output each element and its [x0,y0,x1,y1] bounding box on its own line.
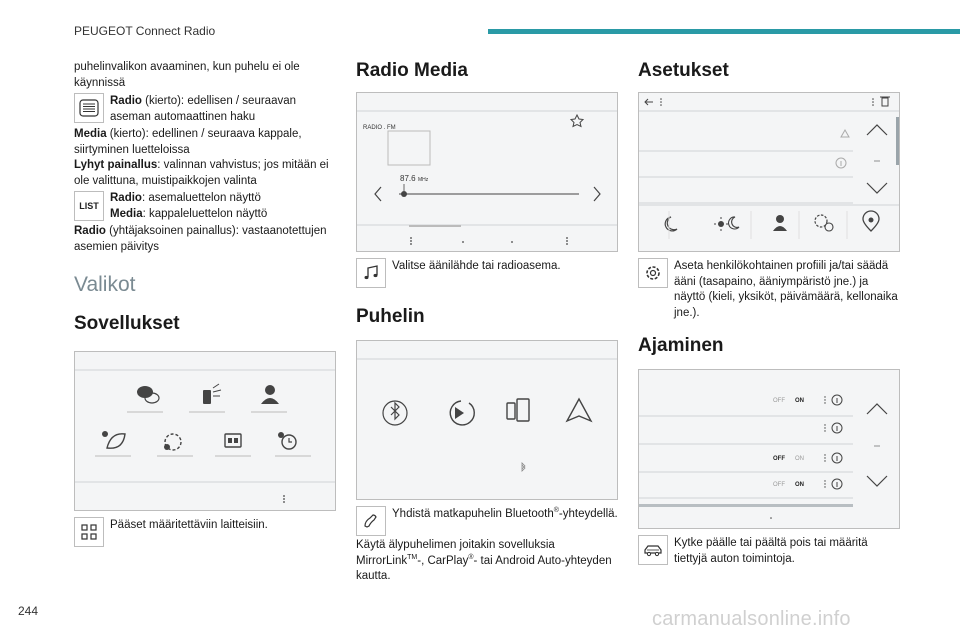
frequency-value: 87.6 [400,174,416,183]
scrollbar[interactable] [896,117,899,165]
list-button-icon: LIST [74,191,104,221]
sovellukset-desc: Pääset määritettäviin laitteisiin. [110,519,268,531]
radio-desc: Valitse äänilähde tai radioasema. [392,260,561,272]
back-arrow-icon[interactable] [645,98,662,106]
driving-page-indicator [874,445,879,446]
settings-app-icon[interactable] [157,434,193,456]
column-left [74,60,338,549]
list-radio-text: : asemaluettelon näyttö [141,192,261,204]
svg-text:ON: ON [795,456,804,462]
radio-label: Radio [110,95,142,107]
settings-gear-icon [638,258,668,288]
puhelin-heading: Puhelin [356,306,425,327]
svg-text:OFF: OFF [773,482,785,488]
sovellukset-screen [74,351,336,511]
card-app-icon[interactable] [215,434,251,456]
watermark: carmanualsonline.info [652,608,851,630]
puhelin-desc-bluetooth: Yhdistä matkapuhelin Bluetooth [392,508,554,520]
ajaminen-screen [638,369,900,529]
trash-icon[interactable] [872,97,890,106]
column-right [638,60,902,569]
favorite-star-icon[interactable] [571,115,583,127]
radio-media-heading: Radio Media [356,60,468,81]
column-middle [356,60,620,585]
ajaminen-desc-row [638,535,902,567]
warning-icon [841,130,849,137]
music-note-icon [356,258,386,288]
profile-app-icon[interactable] [251,385,287,412]
long-press-label: Radio [74,225,106,237]
prev-station-icon[interactable] [375,187,381,201]
radio-rotary-text: (kierto): edellisen / seuraavan aseman automaattinen haku [110,95,297,123]
driving-scroll-up-icon[interactable] [867,404,887,414]
night-mode-icon[interactable] [665,217,677,231]
frequency-unit: MHz [418,177,429,183]
toggle-row-4[interactable] [773,479,842,489]
play-icon[interactable] [450,401,474,425]
intro-text: puhelinvalikon avaaminen, kun puhelu ei ole käynnissä [74,61,300,89]
puhelin-desc-bluetooth-end: -yhteydellä. [558,508,618,520]
phone-handset-icon [356,506,386,536]
list-media-text: : kappaleluettelon näyttö [142,207,268,220]
user-profile-icon[interactable] [773,215,787,231]
eco-app-icon[interactable] [95,431,131,456]
puhelin-desc-carplay: -, CarPlay [417,554,469,567]
asetukset-screen [638,92,900,252]
puhelin-screen [356,340,618,500]
driving-scroll-down-icon[interactable] [867,476,887,486]
more-options-icon[interactable] [283,495,285,503]
toggle-row-1[interactable] [773,395,842,405]
scroll-up-icon[interactable] [867,125,887,135]
puhelin-desc-apps: Käytä älypuhelimen joitakin sovelluksia MirrorLink [356,539,555,567]
svg-text:OFF: OFF [773,398,785,404]
asetukset-heading: Asetukset [638,60,729,81]
asetukset-desc: Aseta henkilökohtainen profiili ja/tai säädä ääni (tasapaino, ääniympäristö jne.) ja näyttö (kieli, yksiköt, päivämäärä, kellonaika jne.). [674,260,898,319]
short-press-text: : valinnan vahvistus; jos mitään ei ole valittuna, muistipaikkojen valinta [74,159,329,187]
media-rotary-text: (kierto): edellinen / seuraava kappale, siirtyminen luetteloissa [74,128,302,156]
sovellukset-desc-row [74,517,338,547]
trademark-mark: TM [407,553,418,561]
rotary-knob-row [74,93,338,125]
frequency-slider[interactable] [399,184,579,197]
svg-text:ON: ON [795,398,804,404]
brightness-icon[interactable] [714,217,739,231]
rotary-knob-icon [74,93,104,123]
registered-mark-2: ® [468,553,474,561]
puhelin-desc-android: - tai Android Auto-yhteyden kautta. [356,554,612,582]
radio-bottom-menu[interactable] [410,237,568,245]
car-icon [638,535,668,565]
svg-text:ON: ON [795,482,804,488]
puhelin-desc-row [356,506,620,536]
bluetooth-status-icon [522,463,525,471]
list-radio-label: Radio [110,192,142,204]
toggle-row-2[interactable] [824,423,842,433]
radio-desc-row [356,258,620,288]
bluetooth-icon[interactable] [383,401,407,425]
ajaminen-heading: Ajaminen [638,335,724,356]
scroll-down-icon[interactable] [867,183,887,193]
location-icon[interactable] [863,211,879,231]
page-indicator [874,160,879,161]
connected-app-icon[interactable] [189,384,225,412]
apps-grid-icon [74,517,104,547]
messages-app-icon[interactable] [127,386,163,412]
station-artwork [388,131,430,165]
list-media-label: Media [110,207,143,220]
svg-text:OFF: OFF [773,456,785,462]
asetukset-desc-row [638,258,902,321]
system-settings-icon[interactable] [815,215,833,231]
ajaminen-desc: Kytke päälle tai päältä pois tai määritä tiettyjä auton toimintoja. [674,537,868,565]
radio-band-label: RADIO . FM [363,125,396,131]
registered-mark: ® [553,507,559,515]
next-station-icon[interactable] [594,187,600,201]
toggle-row-3[interactable] [773,453,842,463]
long-press-text: (yhtäjaksoinen painallus): vastaanotettujen asemien päivitys [74,225,327,253]
sovellukset-heading: Sovellukset [74,313,180,334]
valikot-heading: Valikot [74,273,136,296]
mirrorlink-icon[interactable] [507,399,529,421]
list-button-row [74,191,338,222]
radio-media-screen [356,92,618,252]
header-accent-bar [488,29,960,34]
info-icon [836,158,846,168]
page-number: 244 [18,604,39,618]
short-press-label: Lyhyt painallus [74,159,158,171]
media-label: Media [74,128,107,140]
running-header: PEUGEOT Connect Radio [74,24,216,38]
clock-app-icon[interactable] [275,432,311,456]
android-auto-icon[interactable] [567,399,591,421]
